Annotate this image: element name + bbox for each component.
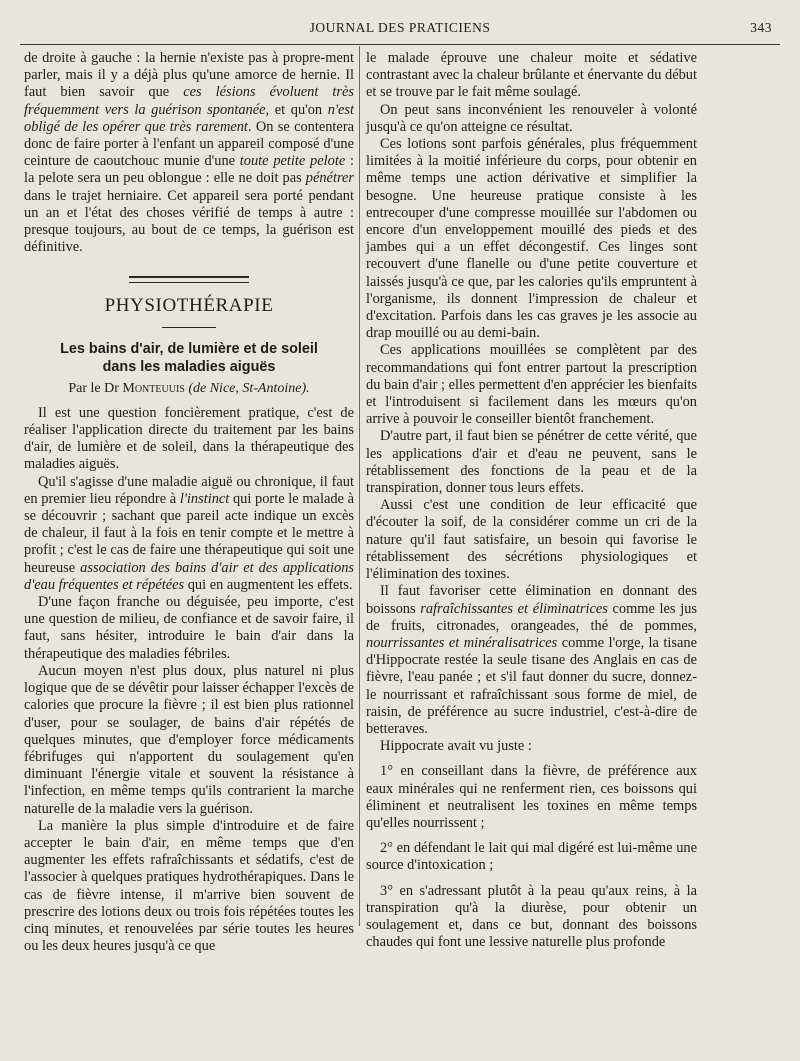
running-title: JOURNAL DES PRATICIENS <box>309 20 491 35</box>
list-item: 2° en défendant le lait qui mal digéré est lui-même une source d'intoxication ; <box>366 840 697 874</box>
paragraph-hernie-conclusion: de droite à gauche : la hernie n'existe pas à propre-ment parler, mais il y a déjà plus qu'une amorce de hernie. Il faut bien savoir que ces lésions évoluent très fréquemment vers la guérison spontanée, et qu'on n'est obligé de les opérer que très rarement. On se contentera donc de faire porter à l'enfant un appareil composé d'une ceinture de caoutchouc munie d'une toute petite pelote : la pelote sera un peu oblongue : elle ne doit pas pénétrer dans le trajet herniaire. Cet appareil sera porté pendant un an et l'état des choses vérifié de temps à autre : presque toujours, au bout de ce temps, la guérison est définitive. <box>24 50 355 256</box>
paragraph: Ces lotions sont parfois générales, plus fréquemment limitées à la moitié inférieure du corps, pour obtenir en même temps une action dérivative et simplifier la besogne. Une heureuse pratique consiste à les entrecouper d'une compresse mouillée sur l'abdomen ou encore d'un enveloppement mouillé des pieds et des jambes qui a un effet décongestif. Ces linges sont recouvert d'une flanelle ou d'une petite couverture et laissés jusqu'à ce que, par les calories qu'ils empruntent à l'organisme, ils donnent l'impression de chaleur et d'excitation. Parfois dans les cas graves je les associe au drap mouillé ou au demi-bain. <box>366 136 697 342</box>
article-byline: Par le Dr Monteuuis (de Nice, St-Antoine). <box>68 380 310 396</box>
paragraph: Qu'il s'agisse d'une maladie aiguë ou chronique, il faut en premier lieu répondre à l'instinct qui porte le malade à se découvrir ; sachant que pareil acte indique un excès de chaleur, il faut à la fois en tenir compte et le mettre à profit ; c'est le cas de faire une thérapeutique qui soit une heureuse association des bains d'air et des applications d'eau fréquentes et répétées qui en augmentent les effets. <box>24 473 354 593</box>
paragraph: Il faut favoriser cette élimination en donnant des boissons rafraîchissantes et éliminatrices comme les jus de fruits, citronades, orangeades, thé de pommes, nourrissantes et minéralisatrices comme l'orge, la tisane d'Hippocrate restée la seule tisane des Anglais en cas de fièvre, l'eau panée ; et s'il faut donner du sucre, donnez-le nourrissant et rafraîchissant sous forme de miel, de raisin, de préférence au sucre industriel, c'est-à-dire de betteraves. <box>366 583 697 737</box>
section-rule-small <box>162 327 216 328</box>
page-header <box>20 18 780 42</box>
paragraph: le malade éprouve une chaleur moite et sédative contrastant avec la chaleur brûlante et énervante du début et se trouve par le fait même soulagé. <box>366 50 697 101</box>
paragraph: Aucun moyen n'est plus doux, plus naturel ni plus logique que de se dévêtir pour laisser échapper l'excès de calories que procure la fièvre ; il est bien plus rationnel d'user, pour se soulager, de bains d'air répétés de quelques minutes, que d'employer force médicaments fébrifuges qui n'apportent du soulagement qu'en diminuant l'énergie vitale et souvent la résistance à l'infection, en même temps qu'ils contrarient la marche naturelle de la maladie vers la guérison. <box>24 662 354 817</box>
paragraph: La manière la plus simple d'introduire et de faire accepter le bain d'air, en même temps que d'en augmenter les effets rafraîchissants et sédatifs, c'est de l'associer à quelques pratiques hydrothérapiques. Dans le cas de fièvre intense, il m'arrive bien souvent de prescrire des lotions deux ou trois fois répétées toutes les cinq minutes, et renouvelées par série toutes les heures ou les deux heures jusqu'à ce que <box>24 817 354 955</box>
paragraph: D'autre part, il faut bien se pénétrer de cette vérité, que les applications d'air et d'eau ne peuvent, sans le rétablissement des fonctions de la peau et de la transpiration, donner tous leurs effets. <box>366 428 697 497</box>
list-item: 3° en s'adressant plutôt à la peau qu'aux reins, à la transpiration qu'à la diurèse, pour obtenir un soulagement et, dans ce but, donnant des boissons chaudes qui font une lessive naturelle plus profonde <box>366 882 697 951</box>
section-heading: PHYSIOTHÉRAPIE <box>104 295 274 317</box>
paragraph: Aussi c'est une condition de leur efficacité que d'écouter la soif, de la considérer comme un cri de la nature qu'il faut satisfaire, un besoin qui favorise le rétablissement des sécrétions physiologiques et l'élimination des toxines. <box>366 497 697 583</box>
paragraph: On peut sans inconvénient les renouveler à volonté jusqu'à ce qu'on atteigne ce résultat. <box>366 101 697 135</box>
header-rule <box>20 44 780 45</box>
paragraph: D'une façon franche ou déguisée, peu importe, c'est une question de milieu, de confiance et de savoir faire, il faut, sans hésiter, introduire le bain d'air dans la thérapeutique des maladies fébriles. <box>24 594 354 662</box>
paragraph: Il est une question foncièrement pratique, c'est de réaliser l'application directe du traitement par les bains d'air, de lumière et de soleil, dans la thérapeutique des maladies aiguës. <box>24 404 354 473</box>
paragraph: Ces applications mouillées se complètent par des recommandations qui font entrer partout la prescription du bain d'air ; elles permettent d'en apprécier les bienfaits et l'introduisent si facilement dans les mœurs qu'on arrive à pouvoir le conseiller bientôt franchement. <box>366 342 697 428</box>
right-column <box>366 50 697 951</box>
section-rule <box>129 276 249 283</box>
paragraph: Hippocrate avait vu juste : <box>380 738 532 755</box>
column-divider <box>359 46 360 926</box>
page-number: 343 <box>750 20 772 35</box>
left-column <box>24 50 354 955</box>
list-item: 1° en conseillant dans la fièvre, de préférence aux eaux minérales qui ne renferment rien, ces boissons qui éliminent et neutralisent les toxines en même temps qu'elles nourrissent ; <box>366 763 697 831</box>
article-title: Les bains d'air, de lumière et de soleil dans les maladies aiguës <box>60 340 318 375</box>
